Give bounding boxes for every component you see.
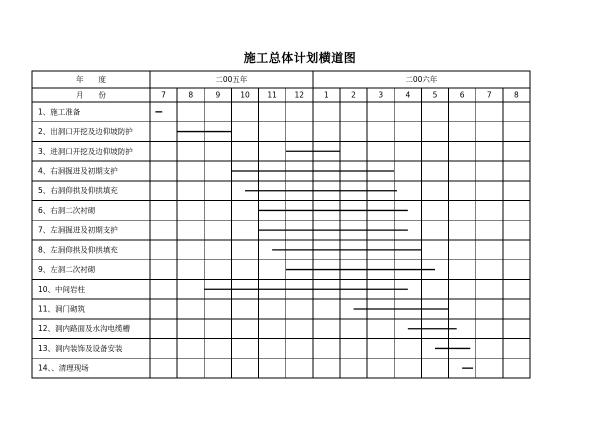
task-label: 5、右洞仰拱及仰拱填充 — [38, 186, 118, 196]
month-tick-label: 1 — [324, 90, 329, 100]
month-tick-label: 8 — [514, 90, 519, 100]
task-label: 14、、清理现场 — [38, 363, 89, 373]
task-label: 3、进洞口开挖及边仰坡防护 — [38, 146, 133, 156]
task-label: 8、左洞仰拱及仰拱填充 — [38, 245, 118, 255]
page-title: 施工总体计划横道图 — [243, 51, 357, 65]
task-label: 12、洞内路面及水沟电缆槽 — [38, 324, 131, 334]
month-header-label: 月 份 — [76, 90, 106, 100]
month-tick-label: 4 — [405, 90, 411, 100]
task-label: 13、洞内装饰及设备安装 — [38, 343, 123, 353]
year-label: 二00五年 — [215, 75, 248, 84]
task-labels — [38, 106, 133, 372]
task-label: 9、左洞二次衬砌 — [38, 265, 96, 275]
task-label: 1、施工准备 — [38, 107, 81, 117]
month-tick-label: 10 — [240, 90, 250, 100]
month-tick-label: 2 — [351, 90, 356, 100]
month-tick-label: 5 — [432, 90, 438, 100]
task-label: 4、右洞掘进及初期支护 — [38, 166, 118, 176]
month-tick-label: 9 — [215, 90, 221, 100]
month-tick-label: 7 — [161, 90, 166, 100]
month-tick-label: 6 — [459, 90, 465, 100]
month-tick-label: 8 — [188, 90, 194, 100]
month-tick-label: 12 — [294, 90, 305, 100]
year-header-label: 年 度 — [76, 75, 106, 84]
task-label: 6、右洞二次衬砌 — [38, 205, 96, 215]
year-label: 二00六年 — [405, 75, 438, 84]
table-header — [76, 74, 519, 100]
task-label: 10、中间岩柱 — [38, 284, 86, 294]
month-tick-label: 11 — [267, 90, 277, 100]
task-label: 11、洞门砌筑 — [38, 304, 86, 314]
month-tick-label: 3 — [378, 90, 384, 100]
month-tick-label: 7 — [486, 90, 492, 100]
task-label: 2、出洞口开挖及边仰坡防护 — [38, 127, 133, 137]
task-label: 7、左洞掘进及初期支护 — [38, 225, 118, 235]
